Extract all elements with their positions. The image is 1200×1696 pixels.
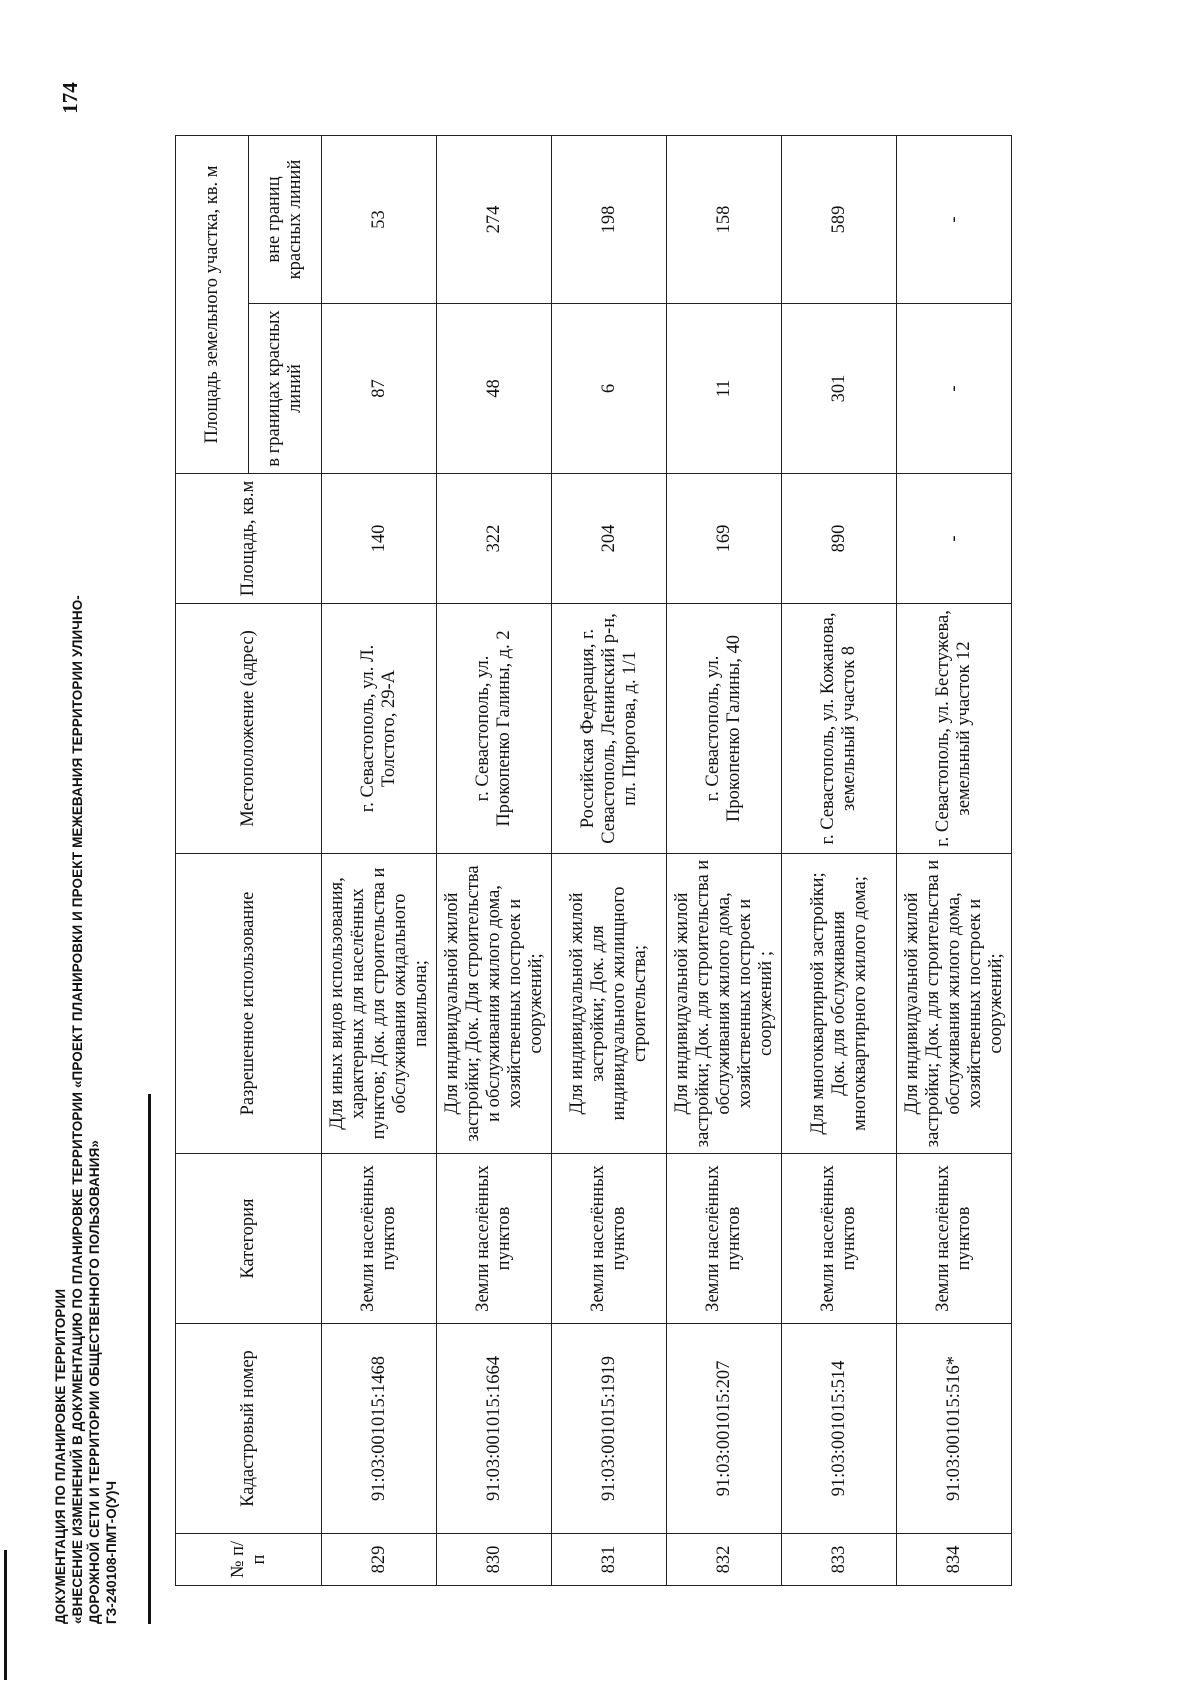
cell-num: 830 bbox=[437, 1534, 552, 1586]
cell-within: 87 bbox=[322, 304, 437, 474]
cell-usage: Для индивидуальной жилой застройки; Док. для индивидуального жилищного строительства; bbox=[552, 854, 667, 1154]
document-header bbox=[52, 524, 120, 1624]
page-number: 174 bbox=[58, 82, 82, 114]
cell-outside: 274 bbox=[437, 135, 552, 303]
cell-cadastral: 91:03:001015:516* bbox=[897, 1324, 1012, 1534]
cell-num: 829 bbox=[322, 1534, 437, 1586]
cell-category: Земли населённых пунктов bbox=[667, 1154, 782, 1324]
table-row bbox=[782, 135, 897, 1585]
table-header-row bbox=[176, 135, 249, 1585]
cell-location: г. Севастополь, ул. Прокопенко Галины, 40 bbox=[667, 604, 782, 854]
header-line: ДОРОЖНОЙ СЕТИ И ТЕРРИТОРИИ ОБЩЕСТВЕННОГО ПОЛЬЗОВАНИЯ» bbox=[87, 1140, 102, 1624]
cell-usage: Для индивидуальной жилой застройки; Док. Для строительства и обслуживания жилого дома, хозяйственных построек и сооружений; bbox=[437, 854, 552, 1154]
header-category: Категория bbox=[176, 1154, 322, 1324]
cell-location: г. Севастополь, ул. Кожанова, земельный участок 8 bbox=[782, 604, 897, 854]
table-row bbox=[897, 135, 1012, 1585]
cell-location: г. Севастополь, ул. Л. Толстого, 29-А bbox=[322, 604, 437, 854]
cell-location: Российская Федерация, г. Севастополь, Ленинский р-н, пл. Пирогова, д. 1/1 bbox=[552, 604, 667, 854]
header-area-group: Площадь земельного участка, кв. м bbox=[176, 135, 249, 473]
table-row bbox=[437, 135, 552, 1585]
table-row bbox=[322, 135, 437, 1585]
cell-cadastral: 91:03:001015:514 bbox=[782, 1324, 897, 1534]
header-location: Местоположение (адрес) bbox=[176, 604, 322, 854]
cell-num: 833 bbox=[782, 1534, 897, 1586]
land-plot-table bbox=[175, 135, 1012, 1586]
header-line: ДОКУМЕНТАЦИЯ ПО ПЛАНИРОВКЕ ТЕРРИТОРИИ bbox=[53, 1288, 68, 1624]
cell-within: 6 bbox=[552, 304, 667, 474]
cell-category: Земли населённых пунктов bbox=[322, 1154, 437, 1324]
header-usage: Разрешенное использование bbox=[176, 854, 322, 1154]
cell-within: 11 bbox=[667, 304, 782, 474]
table-row bbox=[552, 135, 667, 1585]
header-line: ГЗ-240108-ПМТ-О(У)Ч bbox=[104, 1480, 119, 1624]
cell-outside: 198 bbox=[552, 135, 667, 303]
rotated-page-content bbox=[0, 96, 1050, 1696]
cell-num: 831 bbox=[552, 1534, 667, 1586]
cell-outside: 158 bbox=[667, 135, 782, 303]
header-within: в границах красных линий bbox=[249, 304, 322, 474]
cell-location: г. Севастополь, ул. Бестужева, земельный участок 12 bbox=[897, 604, 1012, 854]
cell-within: - bbox=[897, 304, 1012, 474]
cell-category: Земли населённых пунктов bbox=[897, 1154, 1012, 1324]
cell-area: 322 bbox=[437, 474, 552, 604]
cell-cadastral: 91:03:001015:1468 bbox=[322, 1324, 437, 1534]
cell-outside: 53 bbox=[322, 135, 437, 303]
cell-area: 140 bbox=[322, 474, 437, 604]
cell-area: 890 bbox=[782, 474, 897, 604]
cell-usage: Для индивидуальной жилой застройки; Док. для строительства и обслуживания жилого дома, хозяйственных построек и сооружений ; bbox=[667, 854, 782, 1154]
cell-num: 834 bbox=[897, 1534, 1012, 1586]
cell-category: Земли населённых пунктов bbox=[437, 1154, 552, 1324]
cell-within: 301 bbox=[782, 304, 897, 474]
cell-outside: 589 bbox=[782, 135, 897, 303]
cell-category: Земли населённых пунктов bbox=[552, 1154, 667, 1324]
cell-within: 48 bbox=[437, 304, 552, 474]
header-num: № п/п bbox=[176, 1534, 322, 1586]
cell-category: Земли населённых пунктов bbox=[782, 1154, 897, 1324]
header-cadastral: Кадастровый номер bbox=[176, 1324, 322, 1534]
cell-cadastral: 91:03:001015:1664 bbox=[437, 1324, 552, 1534]
header-outside: вне границ красных линий bbox=[249, 135, 322, 303]
cell-cadastral: 91:03:001015:207 bbox=[667, 1324, 782, 1534]
cell-usage: Для многоквартирной застройки; Док. для обслуживания многоквартирного жилого дома; bbox=[782, 854, 897, 1154]
header-line: «ВНЕСЕНИЕ ИЗМЕНЕНИЙ В ДОКУМЕНТАЦИЮ ПО ПЛАНИРОВКЕ ТЕРРИТОРИИ «ПРОЕКТ ПЛАНИРОВКИ И ПРОЕКТ МЕЖЕВАНИЯ ТЕРРИТОРИИ УЛИЧНО- bbox=[70, 595, 85, 1624]
cell-location: г. Севастополь, ул. Прокопенко Галины, д. 2 bbox=[437, 604, 552, 854]
cell-usage: Для иных видов использования, характерных для населённых пунктов; Док. для строительства и обслуживания ожидального павильона; bbox=[322, 854, 437, 1154]
header-underline bbox=[148, 1094, 151, 1624]
cell-area: 169 bbox=[667, 474, 782, 604]
cell-cadastral: 91:03:001015:1919 bbox=[552, 1324, 667, 1534]
cell-outside: - bbox=[897, 135, 1012, 303]
cell-area: 204 bbox=[552, 474, 667, 604]
cell-area: - bbox=[897, 474, 1012, 604]
header-area: Площадь, кв.м bbox=[176, 474, 322, 604]
cell-usage: Для индивидуальной жилой застройки; Док. для строительства и обслуживания жилого дома, хозяйственных построек и сооружений; bbox=[897, 854, 1012, 1154]
cell-num: 832 bbox=[667, 1534, 782, 1586]
table-row bbox=[667, 135, 782, 1585]
